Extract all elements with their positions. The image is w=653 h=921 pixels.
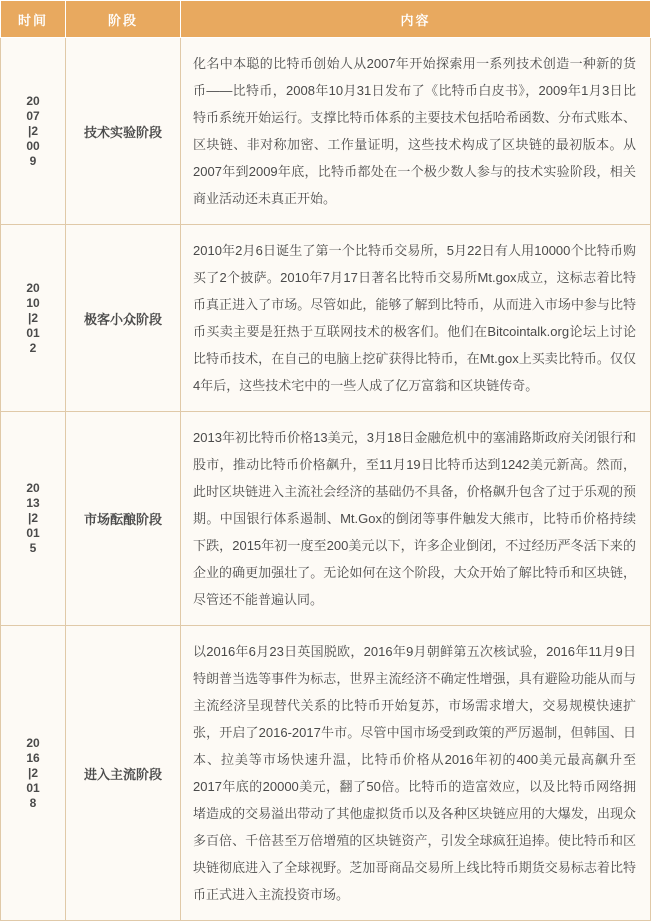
row-time-range-text: 2010|2012 xyxy=(26,280,40,355)
column-header-stage: 阶段 xyxy=(66,1,181,38)
row-content-text: 2010年2月6日诞生了第一个比特币交易所，5月22日有人用10000个比特币购买了2个披萨。2010年7月17日著名比特币交易所Mt.gox成立，这标志着比特币真正进入了市场。尽管如此，能够了解到比特币，从而进入市场中参与比特币买卖主要是狂热于互联网技术的极客们。他们在Bitcointalk.org论坛上讨论比特币技术，在自己的电脑上挖矿获得比特币，在Mt.gox上买卖比特币。仅仅4年后，这些技术宅中的一些人成了亿万富翁和区块链传奇。 xyxy=(181,225,651,412)
row-time-range xyxy=(1,412,66,626)
row-content-text: 化名中本聪的比特币创始人从2007年开始探索用一系列技术创造一种新的货币——比特币，2008年10月31日发布了《比特币白皮书》，2009年1月3日比特币系统开始运行。支撑比特币体系的主要技术包括哈希函数、分布式账本、区块链、非对称加密、工作量证明，这些技术构成了区块链的最初版本。从2007年到2009年底，比特币都处在一个极少数人参与的技术实验阶段，相关商业活动还未真正开始。 xyxy=(181,38,651,225)
row-content-text: 2013年初比特币价格13美元，3月18日金融危机中的塞浦路斯政府关闭银行和股市，推动比特币价格飙升，至11月19日比特币达到1242美元新高。然而，此时区块链进入主流社会经济的基础仍不具备，价格飙升包含了过于乐观的预期。中国银行体系遏制、Mt.Gox的倒闭等事件触发大熊市，比特币价格持续下跌，2015年初一度至200美元以下，许多企业倒闭，不过经历严冬活下来的企业的确更加强壮了。无论如何在这个阶段，大众开始了解比特币和区块链，尽管还不能普遍认同。 xyxy=(181,412,651,626)
row-time-range-text: 2007|2009 xyxy=(26,93,40,168)
row-stage-name: 市场酝酿阶段 xyxy=(66,412,181,626)
row-stage-name: 技术实验阶段 xyxy=(66,38,181,225)
table-row xyxy=(1,626,651,921)
row-content-text: 以2016年6月23日英国脱欧，2016年9月朝鲜第五次核试验，2016年11月9日特朗普当选等事件为标志，世界主流经济不确定性增强，具有避险功能从而与主流经济呈现替代关系的比特币开始复苏，市场需求增大，交易规模快速扩张，开启了2016-2017牛市。尽管中国市场受到政策的严厉遏制，但韩国、日本、拉美等市场快速升温，比特币价格从2016年初的400美元最高飙升至2017年底的20000美元，翻了50倍。比特币的造富效应，以及比特币网络拥堵造成的交易溢出带动了其他虚拟货币以及各种区块链应用的大爆发，出现众多百倍、千倍甚至万倍增殖的区块链资产，引发全球疯狂追捧。使比特币和区块链彻底进入了全球视野。芝加哥商品交易所上线比特币期货交易标志着比特币正式进入主流投资市场。 xyxy=(181,626,651,921)
row-time-range xyxy=(1,626,66,921)
row-time-range-text: 2016|2018 xyxy=(26,735,40,810)
table-row xyxy=(1,38,651,225)
column-header-content: 内容 xyxy=(181,1,651,38)
table-header xyxy=(1,1,651,38)
row-stage-name: 极客小众阶段 xyxy=(66,225,181,412)
table-row xyxy=(1,412,651,626)
row-time-range xyxy=(1,225,66,412)
column-header-time: 时间 xyxy=(1,1,66,38)
table-header-row xyxy=(1,1,651,38)
row-time-range-text: 2013|2015 xyxy=(26,481,40,555)
row-time-range xyxy=(1,38,66,225)
row-stage-name: 进入主流阶段 xyxy=(66,626,181,921)
table-body xyxy=(1,38,651,921)
table-row xyxy=(1,225,651,412)
